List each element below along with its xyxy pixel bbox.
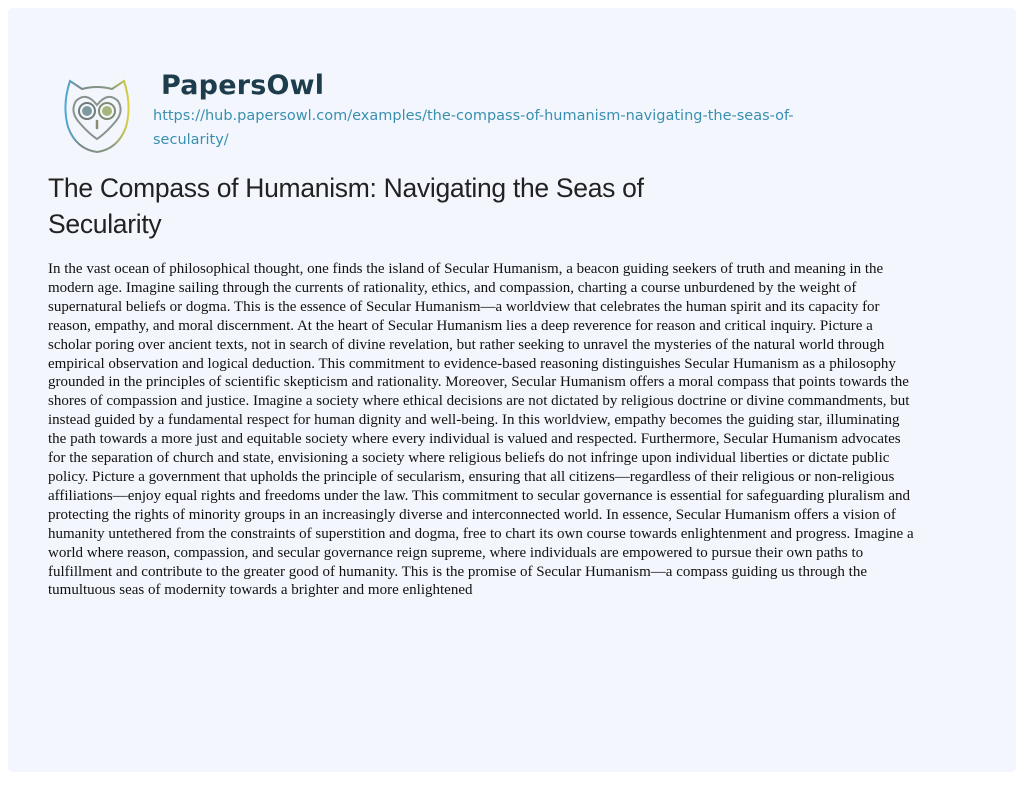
body-line: scholar poring over ancient texts, not in search of divine revelation, but rather seeking to unravel the mysteries of the natural world through	[48, 336, 885, 353]
body-line: world where reason, compassion, and secular governance reign supreme, where individuals are empowered to pursue their own paths to	[48, 544, 864, 561]
body-line: tumultuous seas of modernity towards a brighter and more enlightened	[48, 582, 473, 599]
owl-icon	[60, 75, 134, 155]
body-line: In the vast ocean of philosophical thought, one finds the island of Secular Humanism, a beacon guiding seekers of truth and meaning in the	[48, 261, 884, 277]
title-line: Secularity	[48, 209, 162, 239]
url-line[interactable]: https://hub.papersowl.com/examples/the-compass-of-humanism-navigating-the-seas-of-	[153, 108, 794, 124]
article-body	[48, 260, 988, 600]
body-line: the path towards a more just and equitable society where every individual is valued and respected. Furthermore, Secular Humanism advocates	[48, 431, 901, 448]
body-line: empirical observation and logical deduction. This commitment to evidence-based reasoning distinguishes Secular Humanism as a philosophy	[48, 355, 896, 372]
brand-name: PapersOwl	[161, 70, 325, 101]
body-line: supernatural beliefs or dogma. This is the essence of Secular Humanism—a worldview that celebrates the human spirit and its capacity for	[48, 298, 880, 315]
body-line: fulfillment and contribute to the greater good of humanity. This is the promise of Secular Humanism—a compass guiding us through the	[48, 563, 868, 580]
page-title	[48, 170, 768, 242]
body-line: grounded in the principles of scientific skepticism and rationality. Moreover, Secular Humanism offers a moral compass that points towards the	[48, 374, 909, 391]
body-line: policy. Picture a government that upholds the principle of secularism, ensuring that all citizens—regardless of their religious or non-religious	[48, 468, 895, 485]
body-line: shores of compassion and justice. Imagine a society where ethical decisions are not dictated by religious doctrine or divine commandments, but	[48, 393, 910, 410]
body-line: for the separation of church and state, envisioning a society where religious beliefs do not infringe upon individual liberties or dictate public	[48, 450, 890, 467]
title-line: The Compass of Humanism: Navigating the Seas of	[48, 173, 644, 203]
url-line[interactable]: secularity/	[153, 132, 229, 148]
body-line: modern age. Imagine sailing through the currents of rationality, ethics, and compassion, charting a course unburdened by the weight of	[48, 279, 857, 296]
body-line: affiliations—enjoy equal rights and freedoms under the law. This commitment to secular governance is essential for safeguarding pluralism and	[48, 487, 910, 504]
source-url[interactable]	[153, 104, 953, 152]
body-line: humanity untethered from the constraints of superstition and dogma, free to chart its own course towards enlightenment and progress. Imagine a	[48, 525, 914, 542]
body-line: reason, empathy, and moral discernment. At the heart of Secular Humanism lies a deep reverence for reason and critical inquiry. Picture a	[48, 317, 873, 334]
body-line: instead guided by a fundamental respect for human dignity and well-being. In this worldview, empathy becomes the guiding star, illuminating	[48, 412, 900, 429]
body-line: protecting the rights of minority groups in an increasingly diverse and interconnected world. In essence, Secular Humanism offers a vision of	[48, 506, 896, 523]
